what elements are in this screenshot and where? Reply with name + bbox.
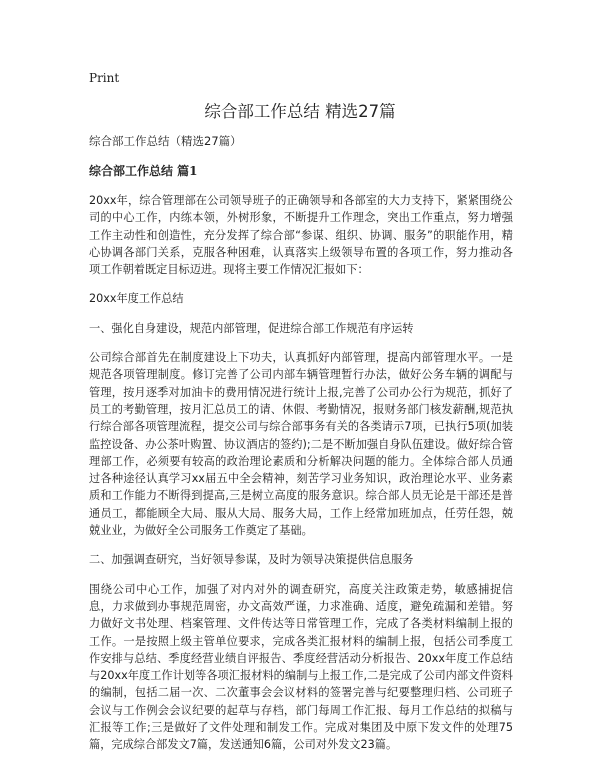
paragraph-year-summary: 20xx年度工作总结: [89, 292, 184, 306]
article-body: [89, 133, 513, 766]
paragraph-heading-two: 二、加强调查研究，当好领导参谋，及时为领导决策提供信息服务: [89, 553, 414, 567]
paragraph-internal-management: 公司综合部首先在制度建设上下功夫，认真抓好内部管理，提高内部管理水平。一是规范各项管理制度。修订完善了公司内部车辆管理暂行办法，做好公务车辆的调配与管理，按月逐季对加油卡的费用情况进行统计上报,完善了公司办公行为规范，抓好了员工的考勤管理，按月汇总员工的请、休假、考勤情况，报财务部门核发薪酬,规范执行综合部各项管理流程，提交公司与综合部事务有关的各类请示7项，已执行5项(加装监控设备、办公茶叶购置、协议酒店的签约);二是不断加强自身队伍建设。做好综合管理部工作，必须要有较高的政治理论素质和分析解决问题的能力。全体综合部人员通过各种途径认真学习xx届五中全会精神，刻苦学习业务知识，政治理论水平、业务素质和工作能力不断得到提高,三是树立高度的服务意识。综合部人员无论是干部还是普通员工，都能顾全大局、服从大局、服务大局，工作上经常加班加点，任劳任怨，兢兢业业，为做好全公司服务工作奠定了基础。: [89, 351, 513, 538]
paragraph-intro: 20xx年，综合管理部在公司领导班子的正确领导和各部室的大力支持下，紧紧围绕公司的中心工作，内练本领，外树形象，不断提升工作理念，突出工作重点，努力增强工作主动性和创造性，充分发挥了综合部“参谋、组织、协调、服务”的职能作用，精心协调各部门关系，克服各种困难，认真落实上级领导布置的各项工作，努力推动各项工作朝着既定目标迈进。现将主要工作情况汇报如下：: [89, 194, 513, 277]
print-link[interactable]: Print: [89, 71, 120, 85]
page-title: 综合部工作总结 精选27篇: [204, 102, 396, 121]
section-heading: 综合部工作总结 篇1: [89, 164, 198, 178]
article-subtitle: 综合部工作总结（精选27篇）: [89, 134, 242, 148]
paragraph-research-service: 围绕公司中心工作，加强了对内对外的调查研究，高度关注政策走势，敏感捕捉信息，力求做到办事规范周密，办文高效严谨，力求准确、适度，避免疏漏和差错。努力做好文书处理、档案管理、文件传达等日常管理工作，完成了各类材料编制上报的工作。一是按照上级主管单位要求，完成各类汇报材料的编制上报，包括公司季度工作安排与总结、季度经营业绩自评报告、季度经营活动分析报告、20xx年度工作总结与20xx年度工作计划等各项汇报材料的编制与上报工作,二是完成了公司内部文件资料的编制，包括二届一次、二次董事会会议材料的签署完善与纪要整理归档、公司班子会议与工作例会会议纪要的起草与存档，部门每周工作汇报、每月工作总结的拟稿与汇报等工作;三是做好了文件处理和制发工作。完成对集团及中原下发文件的处理75篇，完成综合部发文7篇，发送通知6篇，公司对外发文23篇。: [89, 582, 513, 752]
paragraph-heading-one: 一、强化自身建设，规范内部管理，促进综合部工作规范有序运转: [89, 321, 414, 335]
